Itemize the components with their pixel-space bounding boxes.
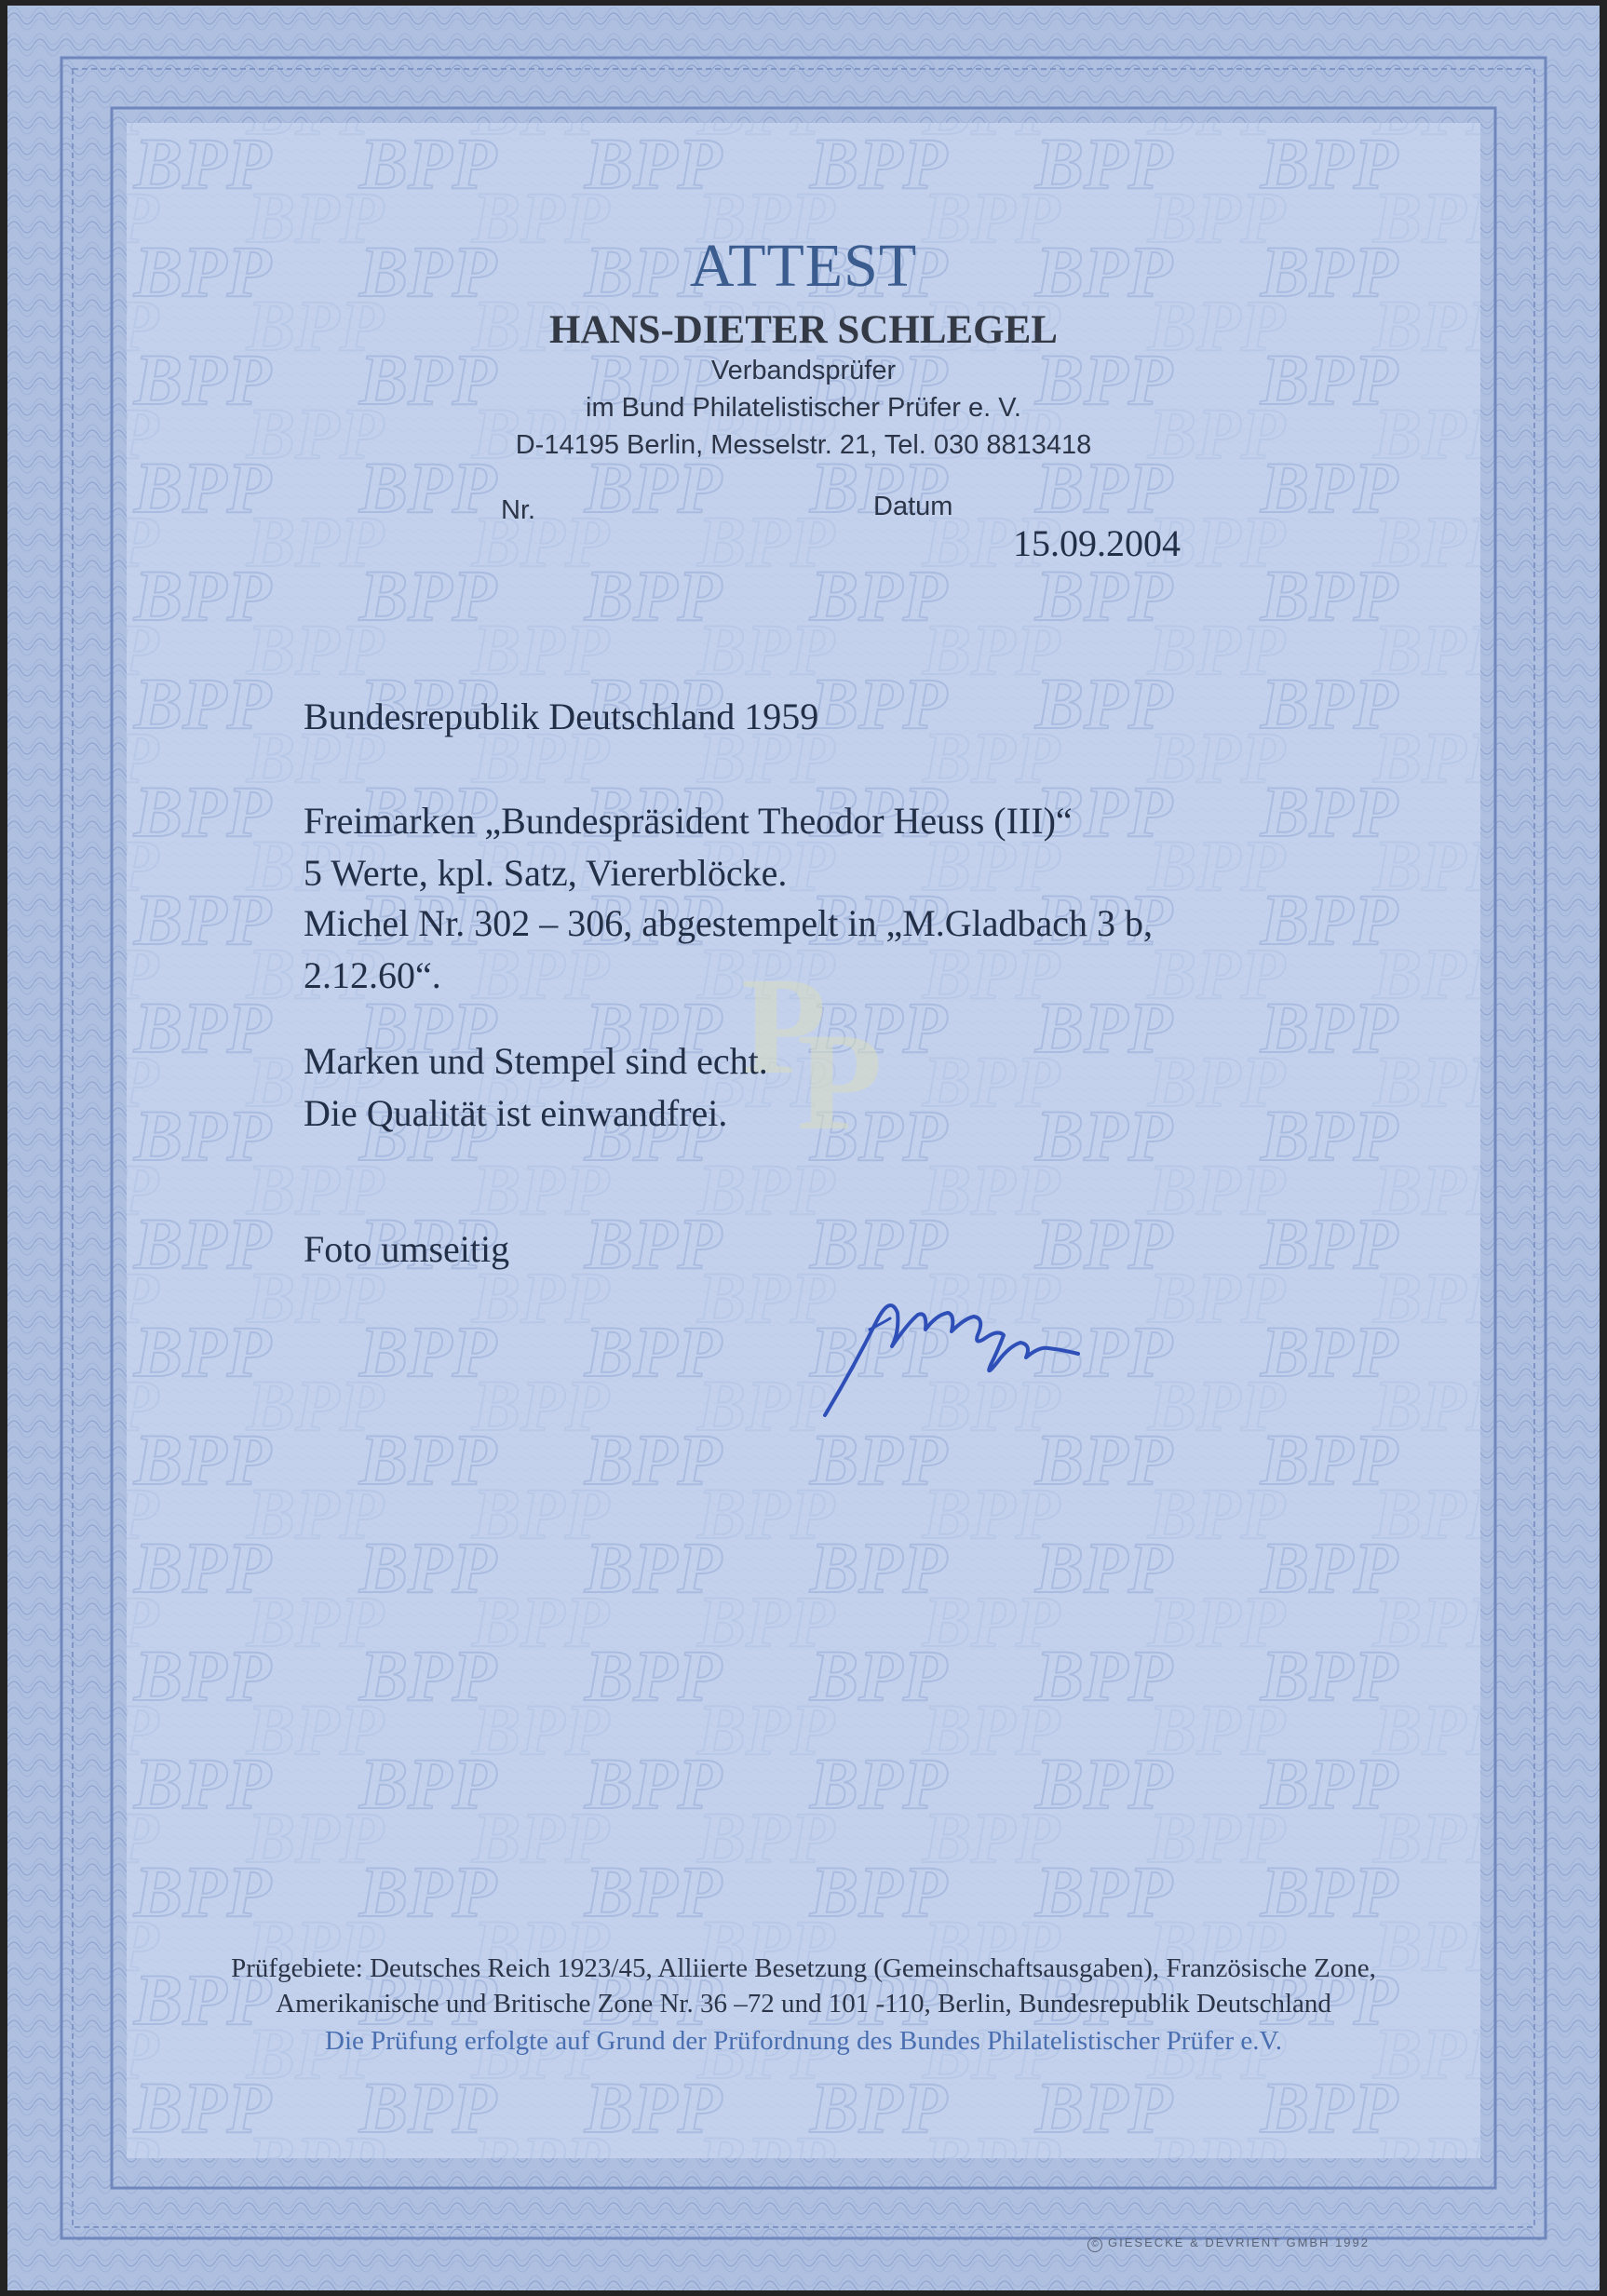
bpp-watermark [127, 123, 1480, 2158]
printer-name: GIESECKE & DEVRIENT GMBH 1992 [1108, 2235, 1370, 2249]
catalogue-numbers: Michel Nr. 302 – 306, abgestempelt in „M.Gladbach 3 b, [304, 902, 1154, 944]
examiner-association: im Bund Philatelistischer Prüfer e. V. [586, 393, 1021, 423]
photo-note: Foto umseitig [304, 1228, 510, 1270]
postmark-date: 2.12.60“. [304, 954, 441, 996]
examination-areas-line2: Amerikanische und Britische Zone Nr. 36 –72 und 101 -110, Berlin, Bundesrepublik Deutschland [276, 1989, 1331, 2019]
examiner-signature [788, 1257, 1086, 1434]
authenticity-statement: Marken und Stempel sind echt. [304, 1040, 768, 1082]
examiner-address: D-14195 Berlin, Messelstr. 21, Tel. 030 8813418 [515, 430, 1092, 460]
copyright-icon: © [1087, 2237, 1102, 2252]
printer-imprint [1087, 2235, 1370, 2252]
certificate-title: ATTEST [689, 232, 918, 300]
certificate-panel [127, 123, 1480, 2158]
examination-areas-line1: Prüfgebiete: Deutsches Reich 1923/45, Alliierte Besetzung (Gemeinschaftsausgaben), Französische Zone, [231, 1953, 1376, 1983]
examination-regulation-note: Die Prüfung erfolgte auf Grund der Prüfordnung des Bundes Philatelistischer Prüfer e.V. [325, 2026, 1282, 2056]
examiner-role: Verbandsprüfer [710, 356, 897, 385]
stamp-country: Bundesrepublik Deutschland 1959 [304, 696, 819, 737]
certificate-date: 15.09.2004 [1013, 522, 1181, 564]
certificate-number-label: Nr. [501, 495, 536, 525]
examiner-name: HANS-DIETER SCHLEGEL [548, 308, 1058, 352]
issue-values: 5 Werte, kpl. Satz, Viererblöcke. [304, 852, 788, 894]
quality-statement: Die Qualität ist einwandfrei. [304, 1092, 728, 1134]
issue-description: Freimarken „Bundespräsident Theodor Heuss (III)“ [304, 800, 1073, 842]
svg-text:P: P [797, 1005, 883, 1159]
certificate-sheet [7, 6, 1600, 2290]
svg-text:P: P [741, 949, 827, 1103]
date-label: Datum [873, 492, 953, 521]
